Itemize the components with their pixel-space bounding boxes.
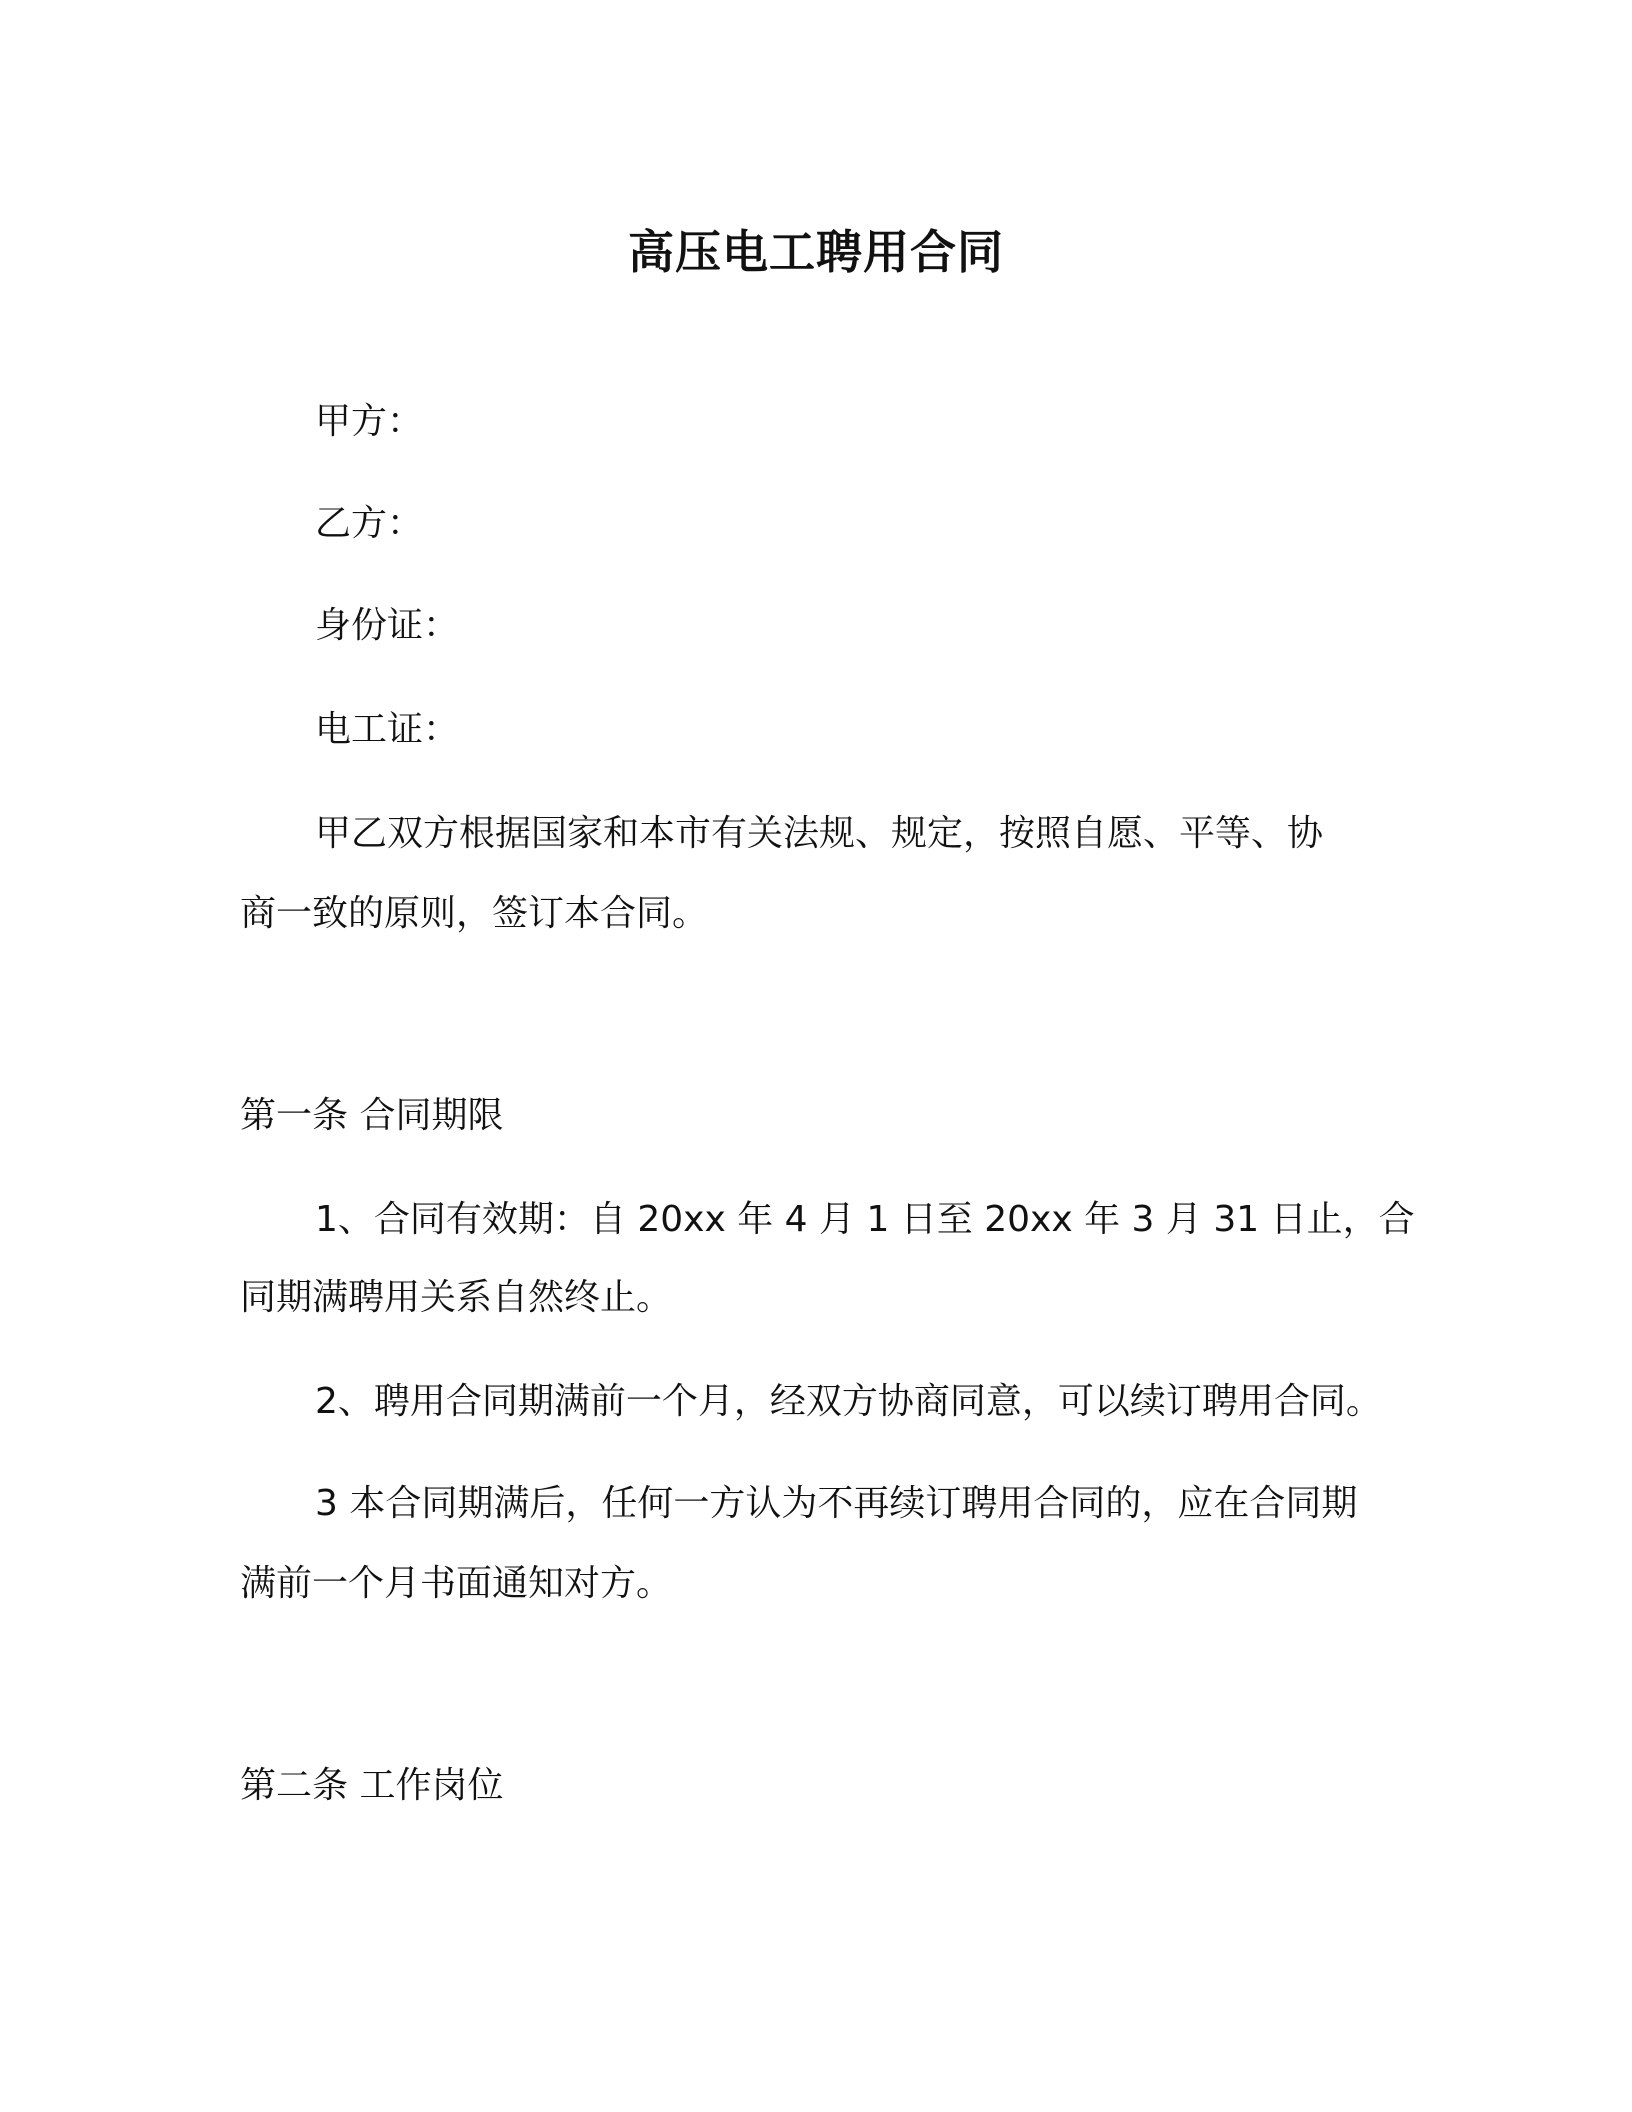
article-1-heading: 第一条 合同期限	[240, 1095, 504, 1136]
preamble-line-2: 商一致的原则，签订本合同。	[240, 893, 709, 934]
field-party-b: 乙方：	[315, 503, 424, 544]
field-party-a: 甲方：	[315, 401, 424, 442]
preamble-line-1: 甲乙双方根据国家和本市有关法规、规定，按照自愿、平等、协	[315, 813, 1324, 854]
document-title: 高压电工聘用合同	[628, 225, 1004, 279]
article-2-heading: 第二条 工作岗位	[240, 1765, 504, 1806]
clause-3-line-1: 3 本合同期满后，任何一方认为不再续订聘用合同的，应在合同期	[315, 1483, 1358, 1524]
field-id-card: 身份证：	[315, 605, 460, 646]
clause-1-line-2: 同期满聘用关系自然终止。	[240, 1277, 673, 1318]
field-electrician-cert: 电工证：	[315, 709, 460, 750]
clause-2-line-1: 2、聘用合同期满前一个月，经双方协商同意，可以续订聘用合同。	[315, 1381, 1382, 1422]
clause-1-line-1: 1、合同有效期：自 20xx 年 4 月 1 日至 20xx 年 3 月 31 日止，合	[315, 1199, 1415, 1240]
clause-3-line-2: 满前一个月书面通知对方。	[240, 1563, 673, 1604]
